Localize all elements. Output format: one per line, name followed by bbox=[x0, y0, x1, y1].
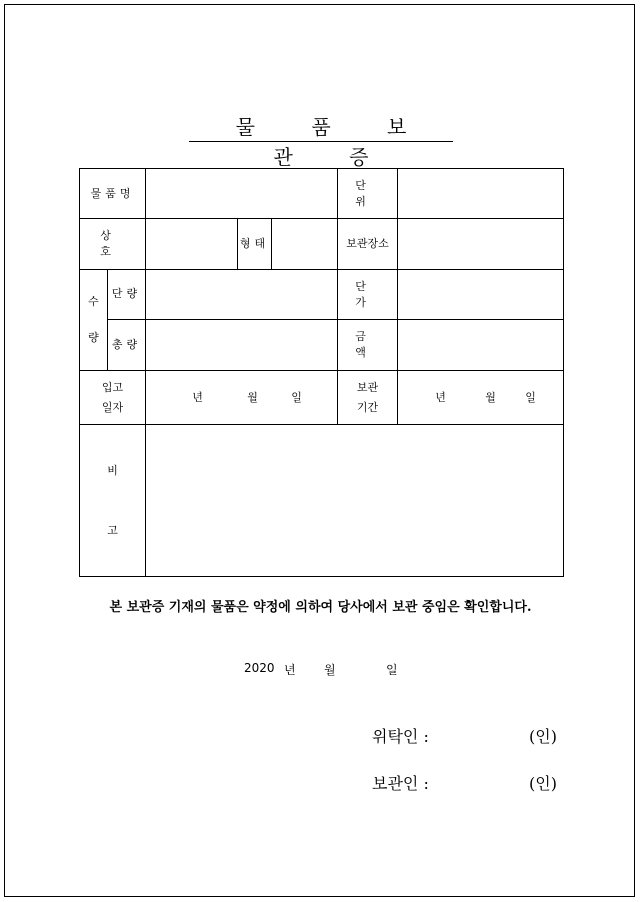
consignor-seal: (인) bbox=[529, 727, 557, 746]
remarks-label bbox=[80, 425, 146, 577]
remarks-label-bottom: 고 bbox=[107, 523, 118, 537]
amount-label: 금 액 bbox=[338, 320, 398, 371]
in-date-field[interactable] bbox=[146, 371, 338, 425]
storage-place-field[interactable] bbox=[398, 219, 564, 270]
remarks-field[interactable] bbox=[146, 425, 564, 577]
keeper-label: 보관인 : bbox=[372, 774, 429, 793]
document-title: 물 품 보 관 증 bbox=[189, 112, 453, 142]
storage-form-table bbox=[79, 168, 564, 577]
unit-label: 단 위 bbox=[338, 169, 398, 219]
unit-price-label: 단 가 bbox=[338, 270, 398, 320]
issue-date-month: 월 bbox=[324, 663, 336, 677]
item-name-label: 물품명 bbox=[80, 169, 146, 219]
amount-field[interactable] bbox=[398, 320, 564, 371]
unit-qty-label: 단량 bbox=[108, 270, 146, 320]
in-date-label-top: 입고 bbox=[101, 380, 124, 394]
quantity-label bbox=[80, 270, 108, 371]
company-field[interactable] bbox=[146, 219, 238, 270]
storage-period-label bbox=[338, 371, 398, 425]
storage-period-day: 일 bbox=[525, 390, 536, 404]
in-date-month: 월 bbox=[247, 390, 258, 404]
in-date-day: 일 bbox=[291, 390, 302, 404]
issue-date-year-value: 2020 bbox=[244, 661, 275, 675]
total-qty-field[interactable] bbox=[146, 320, 338, 371]
shape-label: 형태 bbox=[238, 219, 272, 270]
storage-place-label: 보관장소 bbox=[338, 219, 398, 270]
total-qty-label: 총량 bbox=[108, 320, 146, 371]
remarks-label-top: 비 bbox=[107, 463, 118, 477]
company-label: 상 호 bbox=[80, 219, 146, 270]
issue-date-year: 년 bbox=[284, 663, 296, 677]
unit-qty-field[interactable] bbox=[146, 270, 338, 320]
quantity-label-bottom: 량 bbox=[88, 331, 99, 344]
storage-period-month: 월 bbox=[485, 390, 496, 404]
shape-field[interactable] bbox=[272, 219, 338, 270]
in-date-label bbox=[80, 371, 146, 425]
item-name-field[interactable] bbox=[146, 169, 338, 219]
confirmation-statement: 본 보관증 기재의 물품은 약정에 의하여 당사에서 보관 중임은 확인합니다. bbox=[109, 600, 532, 615]
storage-period-label-bottom: 기간 bbox=[356, 400, 379, 414]
keeper-seal: (인) bbox=[529, 774, 557, 793]
issue-date-day: 일 bbox=[386, 663, 398, 677]
storage-period-label-top: 보관 bbox=[356, 380, 379, 394]
storage-period-field[interactable] bbox=[398, 371, 564, 425]
in-date-year: 년 bbox=[192, 390, 203, 404]
in-date-label-bottom: 일자 bbox=[101, 400, 124, 414]
storage-period-year: 년 bbox=[435, 390, 446, 404]
unit-field[interactable] bbox=[398, 169, 564, 219]
unit-price-field[interactable] bbox=[398, 270, 564, 320]
quantity-label-top: 수 bbox=[88, 295, 99, 308]
consignor-label: 위탁인 : bbox=[372, 727, 429, 746]
